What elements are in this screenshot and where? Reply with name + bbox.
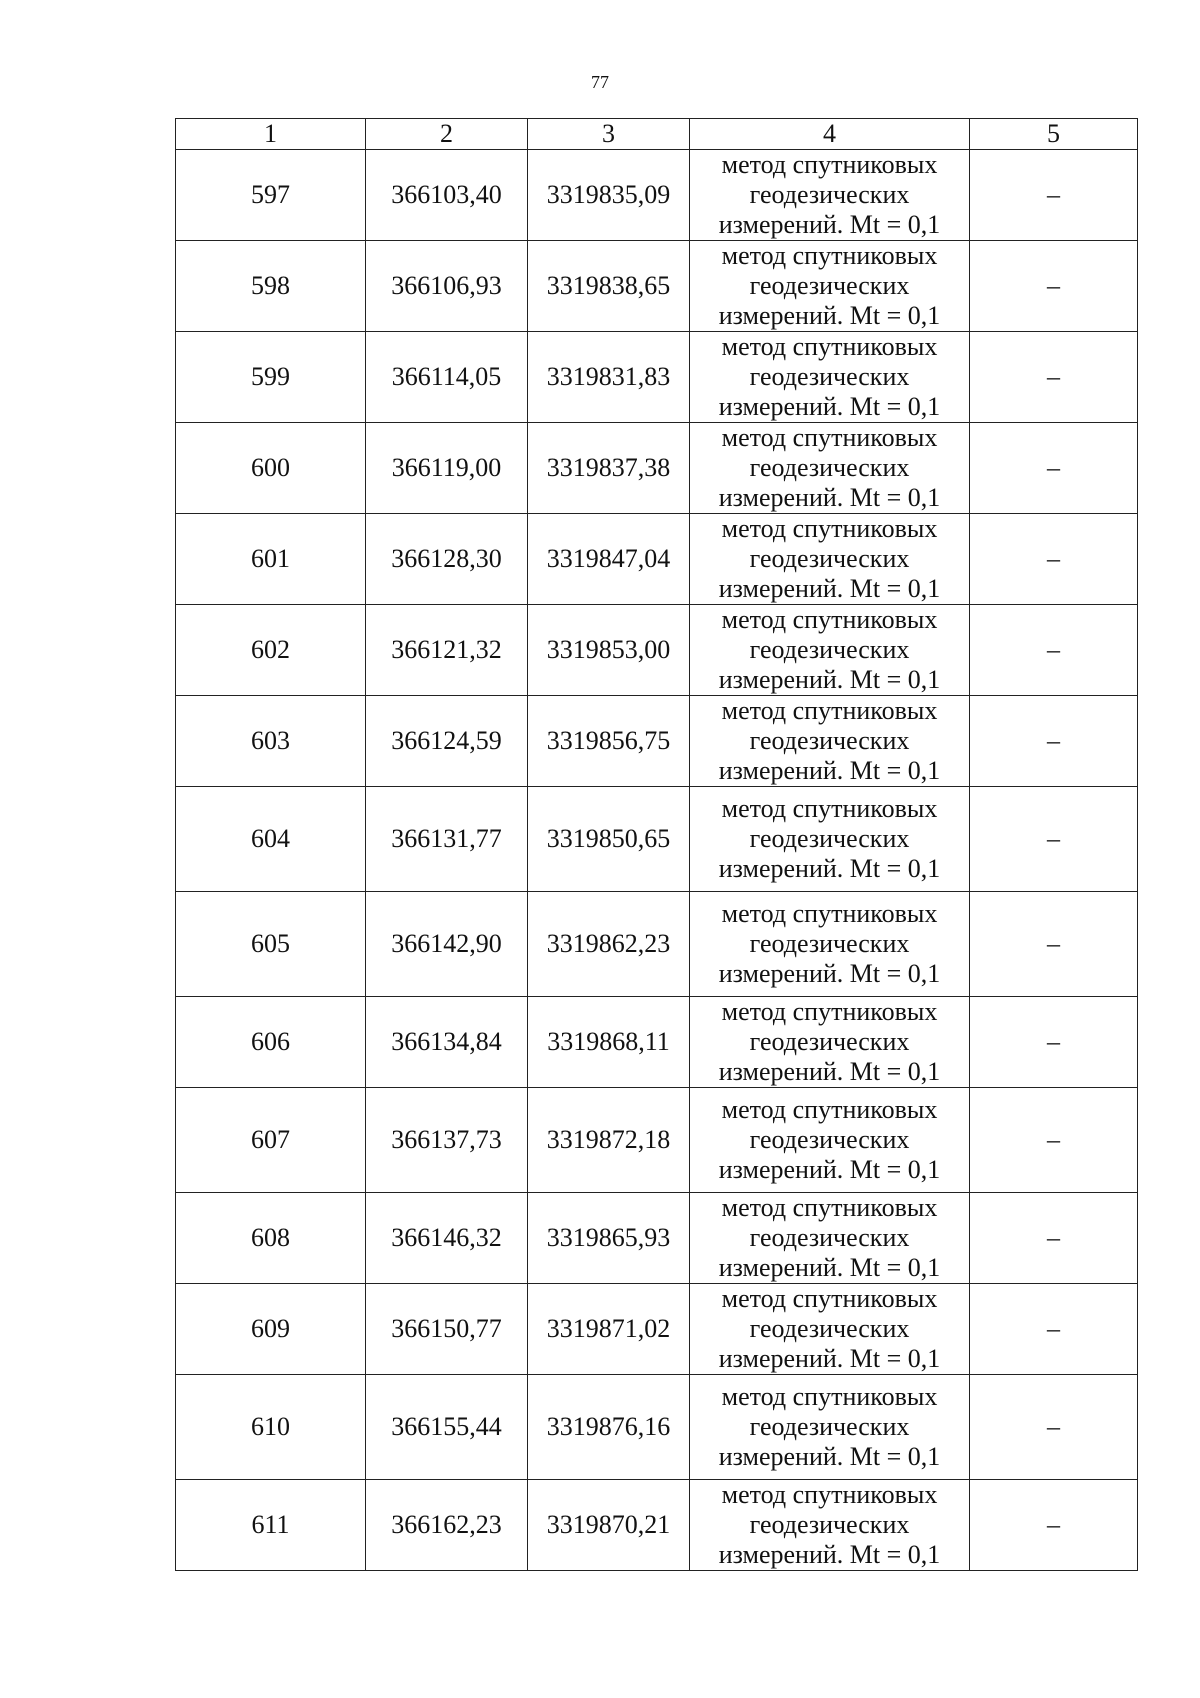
method-cell (690, 332, 970, 423)
y-coordinate-cell: 3319862,23 (528, 892, 690, 997)
x-coordinate-cell: 366103,40 (366, 150, 528, 241)
table-row (176, 1375, 1138, 1480)
y-coordinate-cell: 3319831,83 (528, 332, 690, 423)
method-line: геодезических (749, 1223, 910, 1252)
method-line: геодезических (749, 824, 910, 853)
x-coordinate-cell: 366128,30 (366, 514, 528, 605)
header-col-1: 1 (176, 119, 366, 150)
method-line: метод спутниковых (721, 423, 938, 452)
header-col-2: 2 (366, 119, 528, 150)
point-number-cell: 609 (176, 1284, 366, 1375)
method-line: геодезических (749, 1314, 910, 1343)
point-number-cell: 605 (176, 892, 366, 997)
y-coordinate-cell: 3319870,21 (528, 1480, 690, 1571)
description-cell: – (970, 423, 1138, 514)
method-line: геодезических (749, 726, 910, 755)
point-number-cell: 598 (176, 241, 366, 332)
method-line: измерений. Mt = 0,1 (718, 1253, 941, 1282)
x-coordinate-cell: 366131,77 (366, 787, 528, 892)
table-row (176, 787, 1138, 892)
table-body (176, 150, 1138, 1571)
method-line: измерений. Mt = 0,1 (718, 1155, 941, 1184)
y-coordinate-cell: 3319868,11 (528, 997, 690, 1088)
header-col-5: 5 (970, 119, 1138, 150)
page-number: 77 (591, 72, 609, 92)
y-coordinate-cell: 3319838,65 (528, 241, 690, 332)
description-cell: – (970, 1375, 1138, 1480)
description-cell: – (970, 150, 1138, 241)
header-col-4: 4 (690, 119, 970, 150)
method-line: геодезических (749, 1027, 910, 1056)
point-number-cell: 602 (176, 605, 366, 696)
y-coordinate-cell: 3319850,65 (528, 787, 690, 892)
method-line: измерений. Mt = 0,1 (718, 392, 941, 421)
table-row (176, 1088, 1138, 1193)
y-coordinate-cell: 3319871,02 (528, 1284, 690, 1375)
y-coordinate-cell: 3319853,00 (528, 605, 690, 696)
description-cell: – (970, 1088, 1138, 1193)
table-row (176, 1193, 1138, 1284)
method-line: геодезических (749, 362, 910, 391)
method-line: метод спутниковых (721, 514, 938, 543)
x-coordinate-cell: 366121,32 (366, 605, 528, 696)
table-header (176, 119, 1138, 150)
method-line: метод спутниковых (721, 241, 938, 270)
y-coordinate-cell: 3319847,04 (528, 514, 690, 605)
y-coordinate-cell: 3319837,38 (528, 423, 690, 514)
description-cell: – (970, 787, 1138, 892)
table-row (176, 150, 1138, 241)
method-line: метод спутниковых (721, 696, 938, 725)
x-coordinate-cell: 366106,93 (366, 241, 528, 332)
method-cell (690, 892, 970, 997)
method-line: метод спутниковых (721, 1193, 938, 1222)
x-coordinate-cell: 366146,32 (366, 1193, 528, 1284)
point-number-cell: 597 (176, 150, 366, 241)
y-coordinate-cell: 3319876,16 (528, 1375, 690, 1480)
table-row (176, 241, 1138, 332)
point-number-cell: 599 (176, 332, 366, 423)
method-line: геодезических (749, 635, 910, 664)
method-cell (690, 1088, 970, 1193)
description-cell: – (970, 241, 1138, 332)
description-cell: – (970, 696, 1138, 787)
method-line: метод спутниковых (721, 605, 938, 634)
table-row (176, 332, 1138, 423)
x-coordinate-cell: 366142,90 (366, 892, 528, 997)
method-line: метод спутниковых (721, 1284, 938, 1313)
method-cell (690, 1284, 970, 1375)
method-line: измерений. Mt = 0,1 (718, 574, 941, 603)
x-coordinate-cell: 366124,59 (366, 696, 528, 787)
method-line: измерений. Mt = 0,1 (718, 210, 941, 239)
method-line: метод спутниковых (721, 1382, 938, 1411)
x-coordinate-cell: 366134,84 (366, 997, 528, 1088)
method-line: геодезических (749, 1510, 910, 1539)
point-number-cell: 608 (176, 1193, 366, 1284)
method-cell (690, 150, 970, 241)
table-row (176, 696, 1138, 787)
method-line: измерений. Mt = 0,1 (718, 756, 941, 785)
description-cell: – (970, 1193, 1138, 1284)
method-cell (690, 1193, 970, 1284)
description-cell: – (970, 605, 1138, 696)
description-cell: – (970, 892, 1138, 997)
method-line: измерений. Mt = 0,1 (718, 854, 941, 883)
table-row (176, 1284, 1138, 1375)
method-cell (690, 605, 970, 696)
x-coordinate-cell: 366155,44 (366, 1375, 528, 1480)
point-number-cell: 606 (176, 997, 366, 1088)
y-coordinate-cell: 3319835,09 (528, 150, 690, 241)
coordinates-table (175, 118, 1138, 1571)
method-line: метод спутниковых (721, 997, 938, 1026)
method-line: метод спутниковых (721, 332, 938, 361)
header-col-3: 3 (528, 119, 690, 150)
point-number-cell: 604 (176, 787, 366, 892)
point-number-cell: 601 (176, 514, 366, 605)
method-line: метод спутниковых (721, 794, 938, 823)
method-line: измерений. Mt = 0,1 (718, 483, 941, 512)
method-line: геодезических (749, 180, 910, 209)
method-cell (690, 696, 970, 787)
y-coordinate-cell: 3319872,18 (528, 1088, 690, 1193)
y-coordinate-cell: 3319856,75 (528, 696, 690, 787)
method-line: метод спутниковых (721, 1480, 938, 1509)
method-line: геодезических (749, 271, 910, 300)
point-number-cell: 610 (176, 1375, 366, 1480)
table-row (176, 997, 1138, 1088)
method-line: метод спутниковых (721, 150, 938, 179)
table-row (176, 1480, 1138, 1571)
point-number-cell: 611 (176, 1480, 366, 1571)
x-coordinate-cell: 366150,77 (366, 1284, 528, 1375)
description-cell: – (970, 997, 1138, 1088)
method-cell (690, 514, 970, 605)
y-coordinate-cell: 3319865,93 (528, 1193, 690, 1284)
description-cell: – (970, 1284, 1138, 1375)
method-line: измерений. Mt = 0,1 (718, 1442, 941, 1471)
method-line: измерений. Mt = 0,1 (718, 959, 941, 988)
method-line: геодезических (749, 929, 910, 958)
method-line: измерений. Mt = 0,1 (718, 665, 941, 694)
method-line: измерений. Mt = 0,1 (718, 1057, 941, 1086)
table-row (176, 605, 1138, 696)
method-line: метод спутниковых (721, 899, 938, 928)
point-number-cell: 607 (176, 1088, 366, 1193)
method-cell (690, 1375, 970, 1480)
method-cell (690, 997, 970, 1088)
method-line: геодезических (749, 544, 910, 573)
x-coordinate-cell: 366137,73 (366, 1088, 528, 1193)
method-line: геодезических (749, 453, 910, 482)
method-line: геодезических (749, 1125, 910, 1154)
x-coordinate-cell: 366114,05 (366, 332, 528, 423)
table-row (176, 892, 1138, 997)
method-line: измерений. Mt = 0,1 (718, 301, 941, 330)
method-line: геодезических (749, 1412, 910, 1441)
header-row (176, 119, 1138, 150)
method-line: метод спутниковых (721, 1095, 938, 1124)
table-row (176, 514, 1138, 605)
description-cell: – (970, 1480, 1138, 1571)
description-cell: – (970, 514, 1138, 605)
method-line: измерений. Mt = 0,1 (718, 1344, 941, 1373)
point-number-cell: 600 (176, 423, 366, 514)
description-cell: – (970, 332, 1138, 423)
method-cell (690, 241, 970, 332)
method-cell (690, 787, 970, 892)
point-number-cell: 603 (176, 696, 366, 787)
method-cell (690, 423, 970, 514)
x-coordinate-cell: 366119,00 (366, 423, 528, 514)
table-row (176, 423, 1138, 514)
x-coordinate-cell: 366162,23 (366, 1480, 528, 1571)
method-cell (690, 1480, 970, 1571)
method-line: измерений. Mt = 0,1 (718, 1540, 941, 1569)
